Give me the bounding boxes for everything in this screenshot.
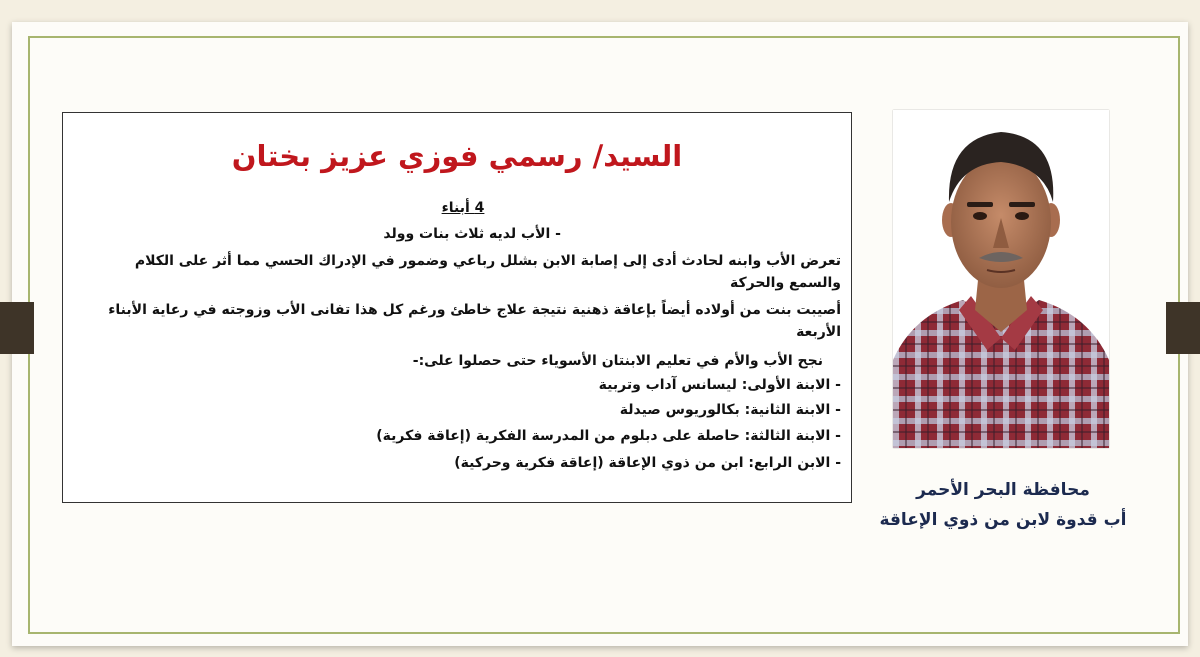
paragraph-line: تعرض الأب وابنه لحادث أدى إلى إصابة الابن بشلل رباعي وضمور في الإدراك الحسي مما أثر على الكلام [134,253,841,269]
portrait-photo [893,110,1109,448]
paragraph-line: الأربعة [796,324,841,340]
paragraph-line: نجح الأب والأم في تعليم الابنتان الأسوياء حتى حصلوا على:- [412,353,823,369]
right-decor-tab [1166,302,1200,354]
paragraph-line: أصيبت بنت من أولاده أيضاً بإعاقة ذهنية نتيجة علاج خاطئ ورغم كل هذا تفانى الأب وزوجته في رعاية الأبناء [108,302,841,318]
caption-governorate: محافظة البحر الأحمر [916,480,1090,500]
story-text-box [62,112,852,503]
children-count: 4 أبناء [441,200,485,216]
person-name-title: السيد/ رسمي فوزي عزيز بختان [231,139,683,173]
paragraph-line: والسمع والحركة [729,275,841,291]
family-line: - الأب لديه ثلاث بنات وولد [383,226,561,242]
portrait-illustration [893,110,1109,448]
list-item: - الابنة الثالثة: حاصلة على دبلوم من المدرسة الفكرية (إعاقة فكرية) [376,428,841,444]
list-item: - الابن الرابع: ابن من ذوي الإعاقة (إعاقة فكرية وحركية) [454,455,841,471]
list-item: - الابنة الثانية: بكالوريوس صيدلة [619,402,841,418]
left-decor-tab [0,302,34,354]
caption-subtitle: أب قدوة لابن من ذوي الإعاقة [879,510,1127,530]
list-item: - الابنة الأولى: ليسانس آداب وتربية [598,377,841,393]
